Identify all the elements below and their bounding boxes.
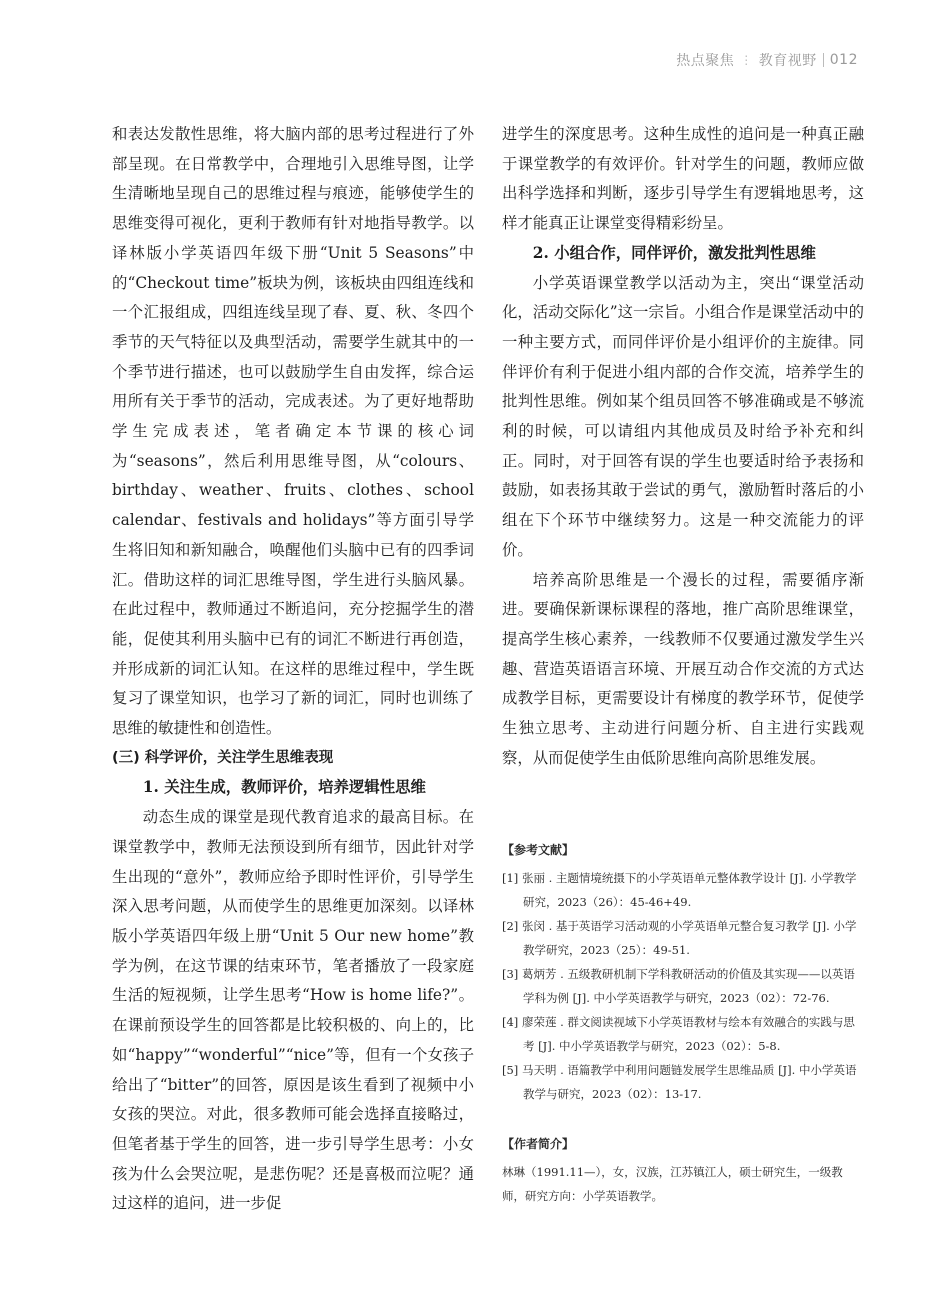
subsection-heading: 2. 小组合作，同伴评价，激发批判性思维 — [532, 243, 816, 262]
paragraph: 动态生成的课堂是现代教育追求的最高目标。在课堂教学中，教师无法预设到所有细节，因此针对学生出现的“意外”，教师应给予即时性评价，引导学生深入思考问题，从而使学生的思维更加深刻。以译林版小学英语四年级上册“Unit 5 Our new home”教学为例，在这节课的结束环节，笔者播放了一段家庭生活的短视频，让学生思考“How is home life?”。在课前预设学生的回答都是比较积极的、向上的，比如“happy”“wonderful”“nice”等，但有一个女孩子给出了“bitter”的回答，原因是该生看到了视频中小女孩的哭泣。对此，很多教师可能会选择直接略过，但笔者基于学生的回答，进一步引导学生思考：小女孩为什么会哭泣呢，是悲伤呢？还是喜极而泣呢？通过这样的追问，进一步促 — [112, 808, 474, 1213]
section-heading: (三) 科学评价，关注学生思维表现 — [112, 749, 334, 766]
paragraph: 培养高阶思维是一个漫长的过程，需要循序渐进。要确保新课标课程的落地，推广高阶思维课堂，提高学生核心素养，一线教师不仅要通过激发学生兴趣、营造英语语言环境、开展互动合作交流的方式达成教学目标，更需要设计有梯度的教学环节，促使学生独立思考、主动进行问题分析、自主进行实践观察，从而促使学生由低阶思维向高阶思维发展。 — [502, 570, 864, 767]
reference-item: [2] 张闵 . 基于英语学习活动观的小学英语单元整合复习教学 [J]. 小学教学研究，2023（25）：49-51. — [502, 919, 857, 957]
header-divider — [823, 53, 824, 67]
header-column: 教育视野 — [758, 53, 817, 69]
header-separator: ⋮ — [740, 53, 753, 67]
page-header — [676, 50, 858, 70]
author-block — [502, 1132, 864, 1208]
subsection-heading: 1. 关注生成，教师评价，培养逻辑性思维 — [142, 778, 426, 797]
references-block — [502, 838, 864, 1106]
author-heading: 【作者简介】 — [502, 1137, 575, 1151]
left-column — [112, 120, 474, 1219]
reference-item: [5] 马天明 . 语篇教学中利用问题链发展学生思维品质 [J]. 中小学英语教学与研究，2023（02）：13-17. — [502, 1063, 857, 1101]
paragraph: 小学英语课堂教学以活动为主，突出“课堂活动化，活动交际化”这一宗旨。小组合作是课堂活动中的一种主要方式，而同伴评价是小组评价的主旋律。同伴评价有利于促进小组内部的合作交流，培养学生的批判性思维。例如某个组员回答不够准确或是不够流利的时候，可以请组内其他成员及时给予补充和纠正。同时，对于回答有误的学生也要适时给予表扬和鼓励，如表扬其敢于尝试的勇气，激励暂时落后的小组在下个环节中继续努力。这是一种交流能力的评价。 — [502, 273, 864, 559]
references-heading: 【参考文献】 — [502, 843, 575, 857]
paragraph: 和表达发散性思维，将大脑内部的思考过程进行了外部呈现。在日常教学中，合理地引入思维导图，让学生清晰地呈现自己的思维过程与痕迹，能够使学生的思维变得可视化，更利于教师有针对地指导教学。以译林版小学英语四年级下册“Unit 5 Seasons”中的“Checkout time”板块为例，该板块由四组连线和一个汇报组成，四组连线呈现了春、夏、秋、冬四个季节的天气特征以及典型活动，需要学生就其中的一个季节进行描述，也可以鼓励学生自由发挥，综合运用所有关于季节的活动，完成表述。为了更好地帮助学生完成表述，笔者确定本节课的核心词为“seasons”，然后利用思维导图，从“colours、birthday、weather、fruits、clothes、school calendar、festivals and holidays”等方面引导学生将旧知和新知融合，唤醒他们头脑中已有的四季词汇。借助这样的词汇思维导图，学生进行头脑风暴。在此过程中，教师通过不断追问，充分挖掘学生的潜能，促使其利用头脑中已有的词汇不断进行再创造，并形成新的词汇认知。在这样的思维过程中，学生既复习了课堂知识，也学习了新的词汇，同时也训练了思维的敏捷性和创造性。 — [112, 125, 474, 738]
reference-item: [4] 廖荣莲 . 群文阅读视域下小学英语教材与绘本有效融合的实践与思考 [J]. 中小学英语教学与研究，2023（02）：5-8. — [502, 1015, 855, 1053]
page-number: 012 — [829, 52, 858, 68]
paragraph: 进学生的深度思考。这种生成性的追问是一种真正融于课堂教学的有效评价。针对学生的问题，教师应做出科学选择和判断，逐步引导学生有逻辑地思考，这样才能真正让课堂变得精彩纷呈。 — [502, 125, 864, 233]
header-section: 热点聚焦 — [676, 53, 735, 69]
reference-item: [3] 葛炳芳 . 五级教研机制下学科教研活动的价值及其实现——以英语学科为例 [J]. 中小学英语教学与研究，2023（02）：72-76. — [502, 967, 855, 1005]
right-column — [502, 120, 864, 773]
author-bio: 林琳（1991.11—），女，汉族，江苏镇江人，硕士研究生，一级教师，研究方向：小学英语教学。 — [502, 1165, 843, 1203]
reference-item: [1] 张丽 . 主题情境统摄下的小学英语单元整体教学设计 [J]. 小学教学研究，2023（26）：45-46+49. — [502, 871, 857, 909]
